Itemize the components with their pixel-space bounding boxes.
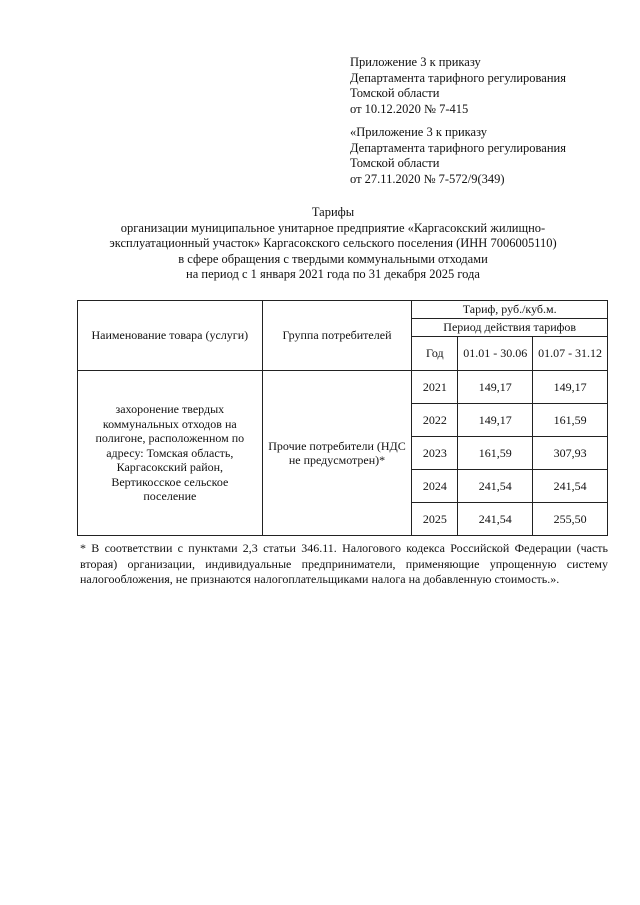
heading-line: на период с 1 января 2021 года по 31 декабря 2025 года [186, 267, 480, 281]
year-cell: 2025 [412, 503, 458, 536]
appendix-line: от 10.12.2020 № 7-415 [350, 101, 469, 116]
year-cell: 2021 [412, 371, 458, 404]
year-cell: 2023 [412, 437, 458, 470]
tariff-table [77, 300, 608, 536]
heading-line: эксплуатационный участок» Каргасокского сельского поселения (ИНН 7006005110) [109, 236, 557, 250]
appendix-line: Департамента тарифного регулирования [350, 70, 566, 85]
appendix-reference [350, 55, 566, 117]
column-header-second-half: 01.07 - 31.12 [533, 337, 608, 371]
heading-line: в сфере обращения с твердыми коммунальными отходами [178, 251, 488, 266]
column-header-consumer-group: Группа потребителей [262, 301, 412, 371]
appendix-line: «Приложение 3 к приказу [350, 125, 488, 139]
consumer-group-cell: Прочие потребители (НДС не предусмотрен)* [262, 371, 412, 536]
appendix-line: Томской области [350, 156, 440, 170]
appendix-line: Приложение 3 к приказу [350, 55, 481, 69]
year-cell: 2022 [412, 404, 458, 437]
column-header-tariff: Тариф, руб./куб.м. [412, 301, 608, 319]
tariff-first-half-cell: 241,54 [458, 503, 533, 536]
tariff-second-half-cell: 149,17 [533, 371, 608, 404]
table-header-row [78, 301, 608, 319]
tariff-first-half-cell: 149,17 [458, 371, 533, 404]
tariff-first-half-cell: 241,54 [458, 470, 533, 503]
tax-footnote: * В соответствии с пунктами 2,3 статьи 346.11. Налогового кодекса Российской Федерации (часть вторая) организации, индивидуальные предприниматели, применяющие упрощенную систему налогообложения, не признаются налогоплательщиками налога на добавленную стоимость.». [80, 541, 608, 586]
tariff-second-half-cell: 255,50 [533, 503, 608, 536]
appendix-line: Департамента тарифного регулирования [350, 140, 566, 155]
document-heading [60, 205, 606, 283]
tariff-first-half-cell: 149,17 [458, 404, 533, 437]
document-title: Тарифы [311, 205, 355, 219]
column-header-year: Год [412, 337, 458, 371]
service-name-cell: захоронение твердых коммунальных отходов на полигоне, расположенном по адресу: Томская область, Каргасокский район, Вертикосское сельское поселение [78, 371, 263, 536]
tariff-second-half-cell: 161,59 [533, 404, 608, 437]
column-header-service: Наименование товара (услуги) [78, 301, 263, 371]
column-header-period: Период действия тарифов [412, 319, 608, 337]
tariff-first-half-cell: 161,59 [458, 437, 533, 470]
column-header-first-half: 01.01 - 30.06 [458, 337, 533, 371]
previous-appendix-reference [350, 125, 566, 187]
tariff-second-half-cell: 241,54 [533, 470, 608, 503]
table-row [78, 371, 608, 404]
heading-line: организации муниципальное унитарное предприятие «Каргасокский жилищно- [120, 220, 546, 235]
appendix-line: от 27.11.2020 № 7-572/9(349) [350, 171, 505, 186]
year-cell: 2024 [412, 470, 458, 503]
appendix-line: Томской области [350, 86, 440, 100]
tariff-second-half-cell: 307,93 [533, 437, 608, 470]
